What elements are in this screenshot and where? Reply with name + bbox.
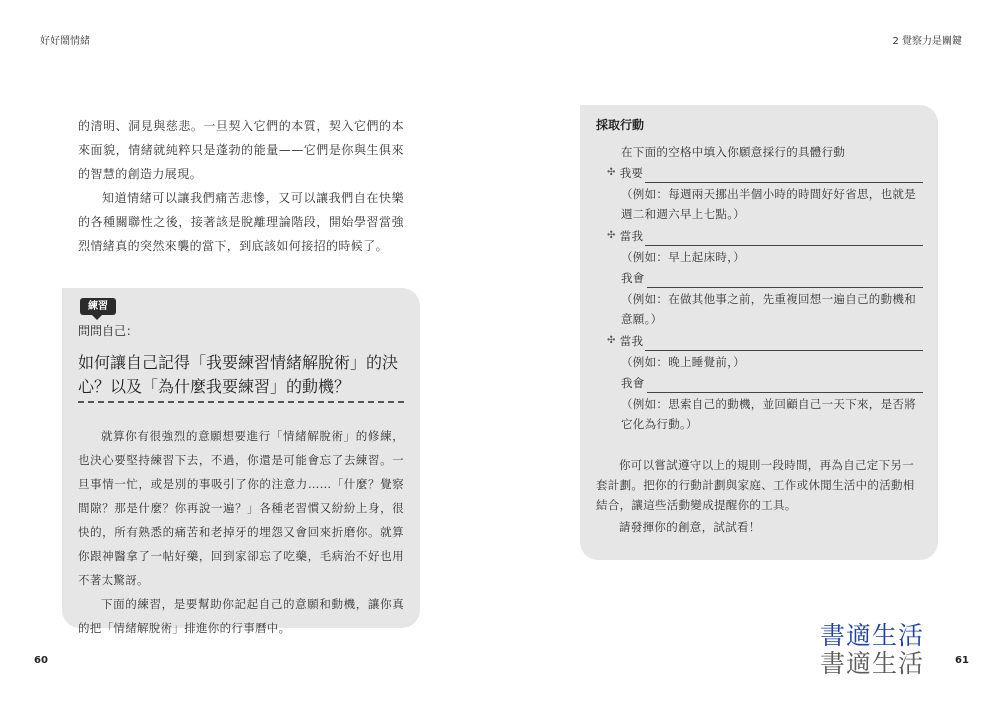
page-number-right: 61 bbox=[955, 655, 969, 666]
page-number-left: 60 bbox=[34, 655, 48, 666]
practice-paragraph: 就算你有很強烈的意願想要進行「情緒解脫術」的修練，也決心要堅持練習下去，不過，你還是可能會忘了去練習。一旦事情一忙，或是別的事吸引了你的注意力……「什麼？覺察間隙？那是什麼？你再說一遍？」各種老習慣又紛紛上身，很快的，所有熟悉的痛苦和老掉牙的埋怨又會回來折磨你。就算你跟神醫拿了一帖好藥，回到家卻忘了吃藥，毛病治不好也用不著太驚訝。 bbox=[78, 429, 404, 587]
fill-in-row bbox=[621, 268, 923, 288]
blank-line[interactable] bbox=[645, 168, 923, 183]
logo-line-2: 書適生活 bbox=[820, 649, 925, 678]
blank-line[interactable] bbox=[647, 273, 923, 288]
fill-in-row bbox=[607, 226, 923, 246]
blank-line[interactable] bbox=[647, 378, 923, 393]
closing-paragraph: 你可以嘗試遵守以上的規則一段時間，再為自己定下另一套計劃。把你的行動計劃與家庭、工作或休閒生活中的活動相結合，讓這些活動變成提醒你的工具。 bbox=[596, 458, 915, 512]
fill-in-row bbox=[607, 331, 923, 351]
example-text: （例如：思索自己的動機，並回顧自己一天下來，是否將它化為行動。） bbox=[621, 397, 916, 431]
practice-paragraph: 下面的練習，是要幫助你記起自己的意願和動機，讓你真的把「情緒解脫術」排進你的行事曆中。 bbox=[78, 597, 404, 635]
running-header-right: 2 覺察力是關鍵 bbox=[892, 36, 962, 47]
fill-in-label: 當我 bbox=[619, 229, 644, 243]
practice-badge: 練習 bbox=[80, 298, 116, 315]
action-intro: 在下面的空格中填入你願意採行的具體行動 bbox=[621, 145, 846, 159]
bullet-icon: ✣ bbox=[607, 167, 616, 178]
action-box-title: 採取行動 bbox=[596, 118, 645, 132]
example-text: （例如：在做其他事之前，先重複回想一遍自己的動機和意願。） bbox=[621, 292, 916, 326]
left-page-body bbox=[78, 114, 404, 258]
fill-in-row bbox=[621, 373, 923, 393]
logo-line-1: 書適生活 bbox=[820, 621, 925, 650]
fill-in-row bbox=[607, 163, 923, 183]
closing-paragraph: 請發揮你的創意，試試看！ bbox=[619, 520, 761, 534]
body-paragraph: 的清明、洞見與慈悲。一旦契入它們的本質，契入它們的本來面貌，情緒就純粹只是蓬勃的能量——它們是你與生俱來的智慧的創造力展現。 bbox=[78, 119, 404, 181]
fill-in-label: 我會 bbox=[621, 376, 645, 390]
fill-in-label: 我要 bbox=[619, 166, 644, 180]
practice-question: 如何讓自己記得「我要練習情緒解脫術」的決心？以及「為什麼我要練習」的動機？ bbox=[78, 353, 399, 396]
example-text: （例如：早上起床時，） bbox=[621, 250, 746, 264]
blank-line[interactable] bbox=[645, 231, 923, 246]
running-header-left: 好好鬧情緒 bbox=[40, 36, 90, 47]
example-text: （例如：每週兩天挪出半個小時的時間好好省思，也就是週二和週六早上七點。） bbox=[621, 187, 916, 221]
badge-pointer bbox=[92, 315, 102, 320]
body-paragraph: 知道情緒可以讓我們痛苦悲慘，又可以讓我們自在快樂的各種關聯性之後，接著該是脫離理論階段，開始學習當強烈情緒真的突然來襲的當下，到底該如何接招的時候了。 bbox=[78, 191, 404, 253]
fill-in-label: 我會 bbox=[621, 271, 645, 285]
practice-box-body bbox=[78, 424, 404, 640]
dashed-divider bbox=[78, 401, 404, 403]
example-text: （例如：晚上睡覺前，） bbox=[621, 355, 746, 369]
bullet-icon: ✣ bbox=[607, 230, 616, 241]
blank-line[interactable] bbox=[645, 336, 923, 351]
fill-in-label: 當我 bbox=[619, 334, 644, 348]
publisher-logo bbox=[820, 622, 924, 678]
ask-self-label: 問問自己： bbox=[78, 324, 139, 338]
bullet-icon: ✣ bbox=[607, 335, 616, 346]
